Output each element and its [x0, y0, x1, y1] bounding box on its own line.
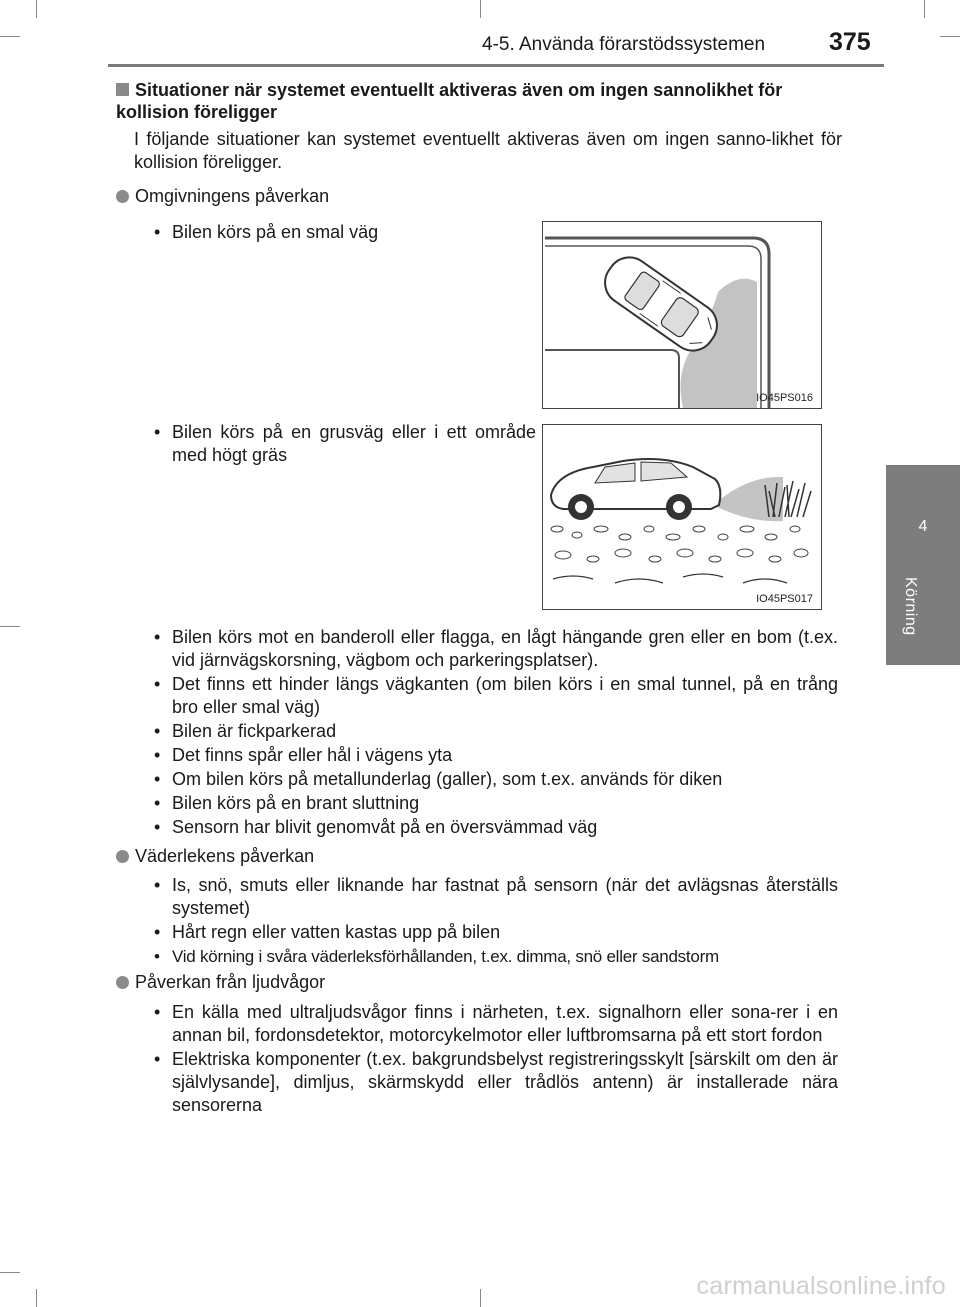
list-item: • Is, snö, smuts eller liknande har fastnat på sensorn (när det avlägsnas återställs systemet): [134, 874, 838, 920]
bullet-list: [134, 874, 838, 969]
category-heading: [116, 185, 329, 208]
list-item: • Bilen körs på en brant sluttning: [134, 792, 838, 815]
bullet-list: [134, 1001, 838, 1118]
circle-bullet-icon: [116, 850, 129, 863]
list-item: • En källa med ultraljudsvågor finns i närheten, t.ex. signalhorn eller sona-rer i en annan bil, fordonsdetektor, motorcykelmotor eller luftbromsarna på ett stort fordon: [134, 1001, 838, 1047]
crop-mark: [0, 36, 20, 37]
square-bullet-icon: [116, 83, 129, 96]
list-item: • Bilen körs mot en banderoll eller flagga, en lågt hängande gren eller en bom (t.ex. vid järnvägskorsning, vägbom och parkeringsplatser).: [134, 626, 838, 672]
narrow-road-illustration: [543, 222, 821, 408]
category-heading: [116, 845, 314, 868]
list-item: • Hårt regn eller vatten kastas upp på bilen: [134, 921, 838, 944]
crop-mark: [480, 1289, 481, 1307]
section-heading: [116, 79, 842, 123]
bullet-list: [134, 221, 536, 244]
page-number: 375: [829, 28, 871, 56]
bullet-list: [134, 626, 838, 840]
list-item: • Om bilen körs på metallunderlag (galler), som t.ex. används för diken: [134, 768, 838, 791]
figure-gravel-road: [542, 424, 822, 610]
list-item: • Det finns spår eller hål i vägens yta: [134, 744, 838, 767]
crop-mark: [0, 1272, 20, 1273]
list-item: • Bilen är fickparkerad: [134, 720, 838, 743]
category-title: Omgivningens påverkan: [135, 186, 330, 206]
circle-bullet-icon: [116, 976, 129, 989]
running-header: 4-5. Använda förarstödssystemen: [482, 34, 766, 55]
bullet-list: [134, 421, 536, 467]
chapter-label: Körning: [902, 577, 919, 636]
crop-mark: [36, 0, 37, 18]
header-rule: [108, 64, 884, 67]
chapter-number: 4: [918, 518, 928, 535]
category-title: Påverkan från ljudvågor: [135, 972, 326, 992]
crop-mark: [940, 36, 960, 37]
list-item: • Vid körning i svåra väderleksförhållanden, t.ex. dimma, snö eller sandstorm: [134, 945, 838, 968]
gravel-road-illustration: [543, 425, 821, 609]
list-item: • Sensorn har blivit genomvåt på en översvämmad väg: [134, 816, 838, 839]
crop-mark: [480, 0, 481, 18]
chapter-tab: [886, 465, 960, 665]
list-item: • Det finns ett hinder längs vägkanten (om bilen körs i en smal tunnel, på en trång bro eller smal väg): [134, 673, 838, 719]
list-item: • Elektriska komponenter (t.ex. bakgrundsbelyst registreringsskylt [särskilt om den är självlysande], dimljus, skärmskydd eller trådlös antenn) är installerade nära sensorerna: [134, 1048, 838, 1117]
list-item: • Bilen körs på en smal väg: [134, 221, 536, 244]
figure-narrow-road: [542, 221, 822, 409]
crop-mark: [924, 0, 925, 18]
figure-code: IO45PS016: [756, 392, 813, 404]
category-heading: [116, 971, 325, 994]
figure-code: IO45PS017: [756, 593, 813, 605]
circle-bullet-icon: [116, 190, 129, 203]
watermark: carmanualsonline.info: [696, 1272, 946, 1300]
section-heading-text: Situationer när systemet eventuellt aktiveras även om ingen sannolikhet för kollision föreligger: [116, 80, 783, 122]
crop-mark: [36, 1289, 37, 1307]
category-title: Väderlekens påverkan: [135, 846, 315, 866]
crop-mark: [0, 626, 20, 627]
section-intro: I följande situationer kan systemet eventuellt aktiveras även om ingen sanno-likhet för kollision föreligger.: [134, 129, 842, 172]
list-item: • Bilen körs på en grusväg eller i ett område med högt gräs: [134, 421, 536, 467]
